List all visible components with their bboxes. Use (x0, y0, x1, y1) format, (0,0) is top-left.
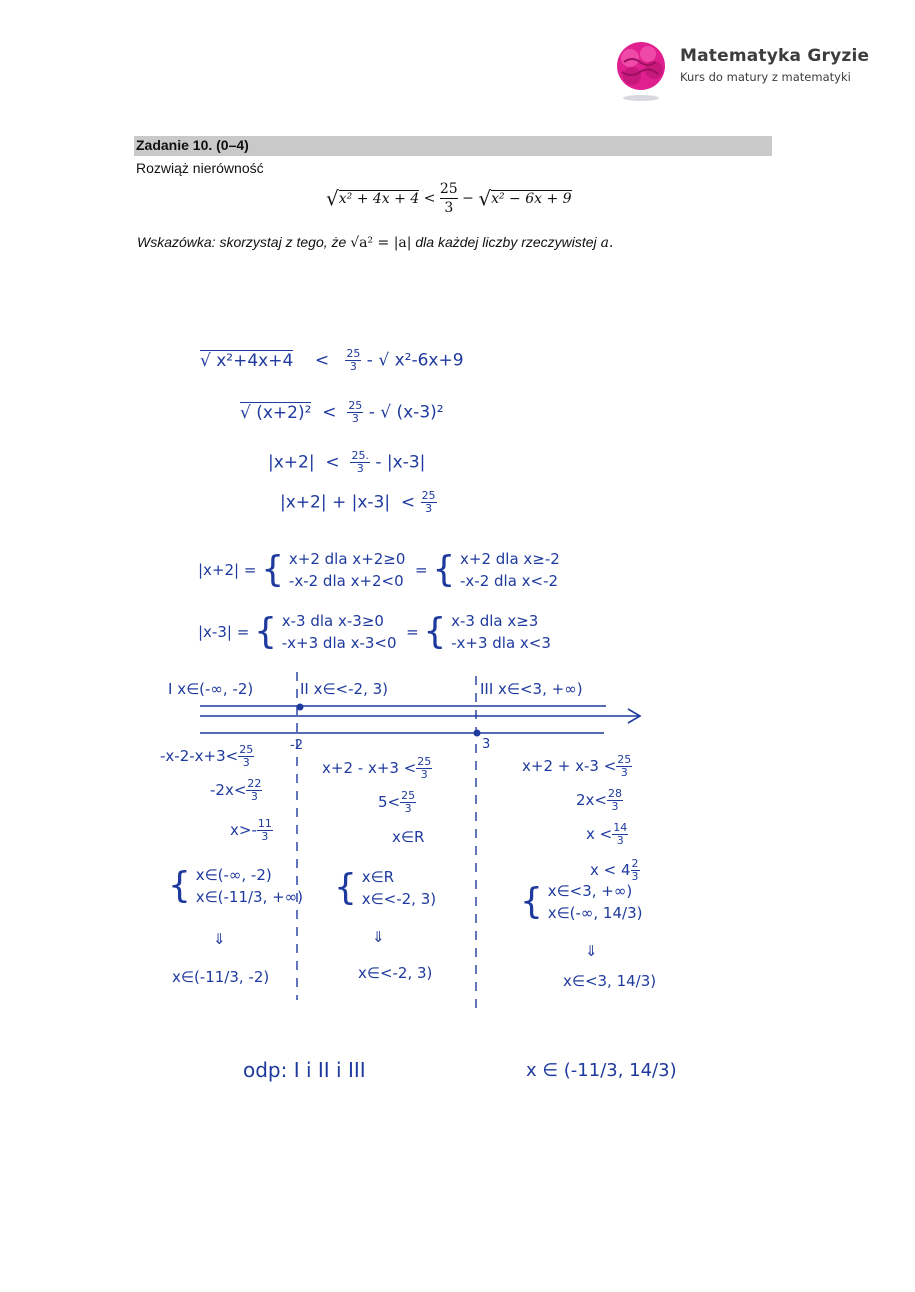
col1-arrow-icon: ⇓ (213, 930, 226, 948)
hint-formula: √a² = |a| (350, 235, 412, 251)
task-title: Zadanie 10. (0–4) (136, 137, 249, 153)
abs-def-2: |x-3| = { x-3 dla x-3≥0 -x+3 dla x-3<0 = { x-3 dla x≥3 -x+3 dla x<3 (198, 611, 551, 652)
col2-system: { x∈R x∈<-2, 3) (334, 867, 437, 908)
minus-sign: − (462, 190, 474, 207)
col2-line1: x+2 - x+3 < $\frac{25}{3}$ (322, 755, 432, 781)
col1-system: { x∈(-∞, -2) x∈(-11/3, +∞) (168, 865, 304, 906)
col3-line2: 2x< $\frac{28}{3}$ (576, 787, 622, 813)
hint-variable: a. (600, 235, 614, 251)
col1-line2: -2x< $\frac{22}{3}$ (210, 777, 262, 803)
interval-3-label: III x∈<3, +∞) (480, 680, 583, 698)
col2-result: x∈<-2, 3) (358, 964, 433, 982)
col2-line2: 5< $\frac{25}{3}$ (378, 789, 416, 815)
hint-prefix: Wskazówka: skorzystaj z tego, że (137, 234, 347, 250)
step-3: |x+2| < $\frac{25.}{3}$ - |x-3| (268, 449, 426, 475)
col3-line3: x < $\frac{14}{3}$ (586, 821, 628, 847)
hint-suffix: dla każdej liczby rzeczywistej (415, 234, 597, 250)
brand-name: Matematyka Gryzie (680, 46, 870, 66)
fraction-numerator: 25 (439, 181, 458, 197)
task-intro: Rozwiąż nierówność (136, 160, 264, 176)
step-2: √ (x+2)² < $\frac{25}{3}$ - √ (x-3)² (240, 399, 444, 425)
tick-label-minus-2: -2 (290, 738, 303, 753)
col1-line3: x>- $\frac{11}{3}$ (230, 817, 272, 843)
answer-label: odp: I i II i III (243, 1058, 366, 1082)
step-4: |x+2| + |x-3| < $\frac{25}{3}$ (280, 489, 436, 515)
abs-def-1: |x+2| = { x+2 dla x+2≥0 -x-2 dla x+2<0 = { x+2 dla x≥-2 -x-2 dla x<-2 (198, 549, 560, 590)
answer-value: x ∈ (-11/3, 14/3) (526, 1060, 677, 1081)
step-1: √ x²+4x+4 < $\frac{25}{3}$ - √ x²-6x+9 (200, 347, 464, 373)
less-than: < (423, 190, 436, 207)
col3-line1: x+2 + x-3 < $\frac{25}{3}$ (522, 753, 632, 779)
col1-line1: -x-2-x+3< $\frac{25}{3}$ (160, 743, 254, 769)
col2-arrow-icon: ⇓ (372, 928, 385, 946)
interval-2-label: II x∈<-2, 3) (300, 680, 389, 698)
right-radicand: x² − 6x + 9 (491, 190, 572, 207)
task-inequality: √x² + 4x + 4 < $\frac{25}{3}$ − √x² − 6x + 9 (326, 181, 572, 216)
col3-line4: x < 4 $\frac{2}{3}$ (590, 857, 639, 883)
col2-line3: x∈R (392, 828, 425, 846)
fraction-denominator: 3 (444, 200, 454, 216)
col3-system: { x∈<3, +∞) x∈(-∞, 14/3) (520, 881, 643, 922)
col1-result: x∈(-11/3, -2) (172, 968, 270, 986)
brand-tagline: Kurs do matury z matematyki (680, 70, 851, 84)
left-radicand: x² + 4x + 4 (338, 190, 420, 207)
col3-result: x∈<3, 14/3) (563, 972, 657, 990)
tick-label-3: 3 (482, 737, 491, 752)
col3-arrow-icon: ⇓ (585, 942, 598, 960)
interval-1-label: I x∈(-∞, -2) (168, 680, 254, 698)
